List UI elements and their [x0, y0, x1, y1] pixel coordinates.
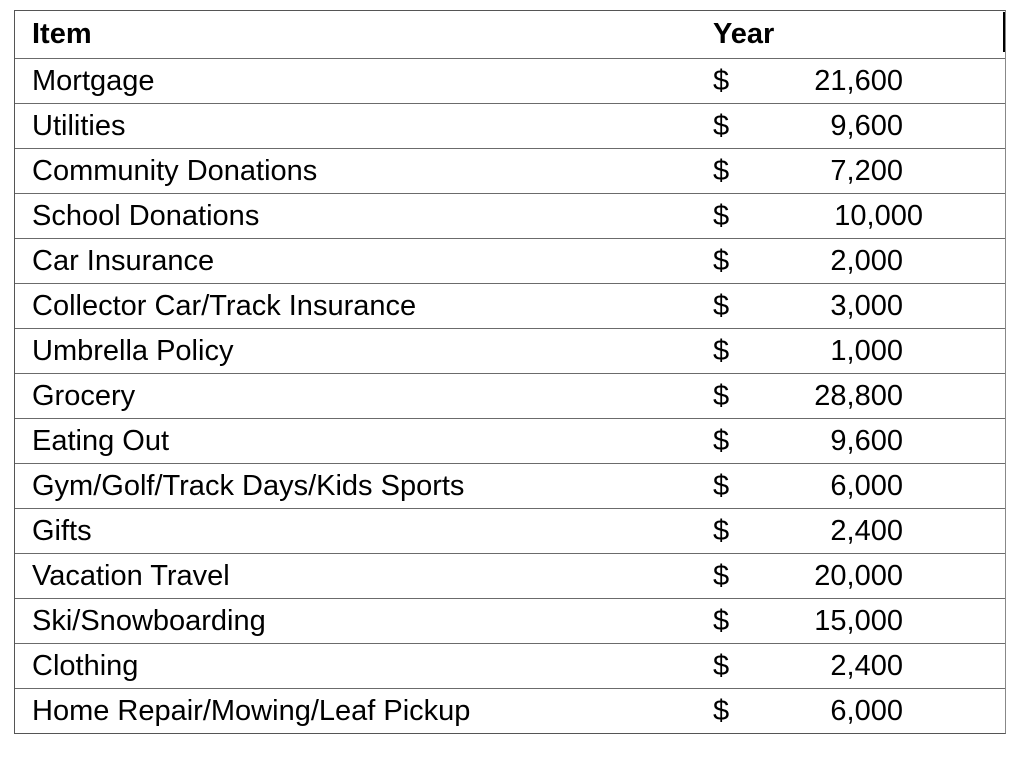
table-row[interactable] — [15, 508, 1005, 553]
table-row[interactable] — [15, 463, 1005, 508]
year-value-cell: 9,600 — [830, 424, 903, 457]
currency-cell: $ — [713, 424, 730, 457]
year-value-cell: 2,400 — [830, 649, 903, 682]
year-value-cell: 2,400 — [830, 514, 903, 547]
expense-table — [14, 10, 1006, 734]
year-value-cell: 2,000 — [830, 244, 903, 277]
item-cell: Utilities — [32, 109, 126, 142]
currency-cell: $ — [713, 379, 730, 412]
table-row[interactable] — [15, 688, 1005, 733]
year-value-cell: 6,000 — [830, 469, 903, 502]
item-cell: Grocery — [32, 379, 136, 412]
table-row[interactable] — [15, 598, 1005, 643]
item-cell: Gifts — [32, 514, 92, 547]
item-cell: Vacation Travel — [32, 559, 230, 592]
table-row[interactable] — [15, 373, 1005, 418]
item-cell: Eating Out — [32, 424, 170, 457]
year-value-cell: 7,200 — [830, 154, 903, 187]
currency-cell: $ — [713, 64, 730, 97]
currency-cell: $ — [713, 199, 730, 232]
header-item: Item — [32, 18, 92, 50]
currency-cell: $ — [713, 694, 730, 727]
table-header-row — [15, 11, 1005, 58]
currency-cell: $ — [713, 469, 730, 502]
table-row[interactable] — [15, 283, 1005, 328]
table-row[interactable] — [15, 553, 1005, 598]
table-row[interactable] — [15, 418, 1005, 463]
year-value-cell: 3,000 — [830, 289, 903, 322]
item-cell: Gym/Golf/Track Days/Kids Sports — [32, 469, 465, 502]
currency-cell: $ — [713, 334, 730, 367]
table-row[interactable] — [15, 58, 1005, 103]
currency-cell: $ — [713, 514, 730, 547]
table-row[interactable] — [15, 103, 1005, 148]
header-year: Year — [713, 18, 775, 50]
item-cell: Ski/Snowboarding — [32, 604, 266, 637]
currency-cell: $ — [713, 154, 730, 187]
item-cell: Mortgage — [32, 64, 155, 97]
year-value-cell: 21,600 — [814, 64, 903, 97]
currency-cell: $ — [713, 244, 730, 277]
text-cursor — [1003, 12, 1005, 52]
item-cell: Clothing — [32, 649, 139, 682]
table-row[interactable] — [15, 148, 1005, 193]
table-row[interactable] — [15, 643, 1005, 688]
year-value-cell: 1,000 — [830, 334, 903, 367]
item-cell: Collector Car/Track Insurance — [32, 289, 417, 322]
currency-cell: $ — [713, 649, 730, 682]
currency-cell: $ — [713, 109, 730, 142]
currency-cell: $ — [713, 289, 730, 322]
table-row[interactable] — [15, 238, 1005, 283]
currency-cell: $ — [713, 559, 730, 592]
item-cell: School Donations — [32, 199, 260, 232]
year-value-cell: 28,800 — [814, 379, 903, 412]
year-value-cell: 20,000 — [814, 559, 903, 592]
item-cell: Home Repair/Mowing/Leaf Pickup — [32, 694, 471, 727]
item-cell: Community Donations — [32, 154, 318, 187]
table-row[interactable] — [15, 328, 1005, 373]
year-value-cell: 9,600 — [830, 109, 903, 142]
currency-cell: $ — [713, 604, 730, 637]
year-value-cell: 15,000 — [814, 604, 903, 637]
year-value-cell: 10,000 — [834, 199, 923, 232]
year-value-cell: 6,000 — [830, 694, 903, 727]
item-cell: Umbrella Policy — [32, 334, 234, 367]
table-row[interactable] — [15, 193, 1005, 238]
item-cell: Car Insurance — [32, 244, 215, 277]
